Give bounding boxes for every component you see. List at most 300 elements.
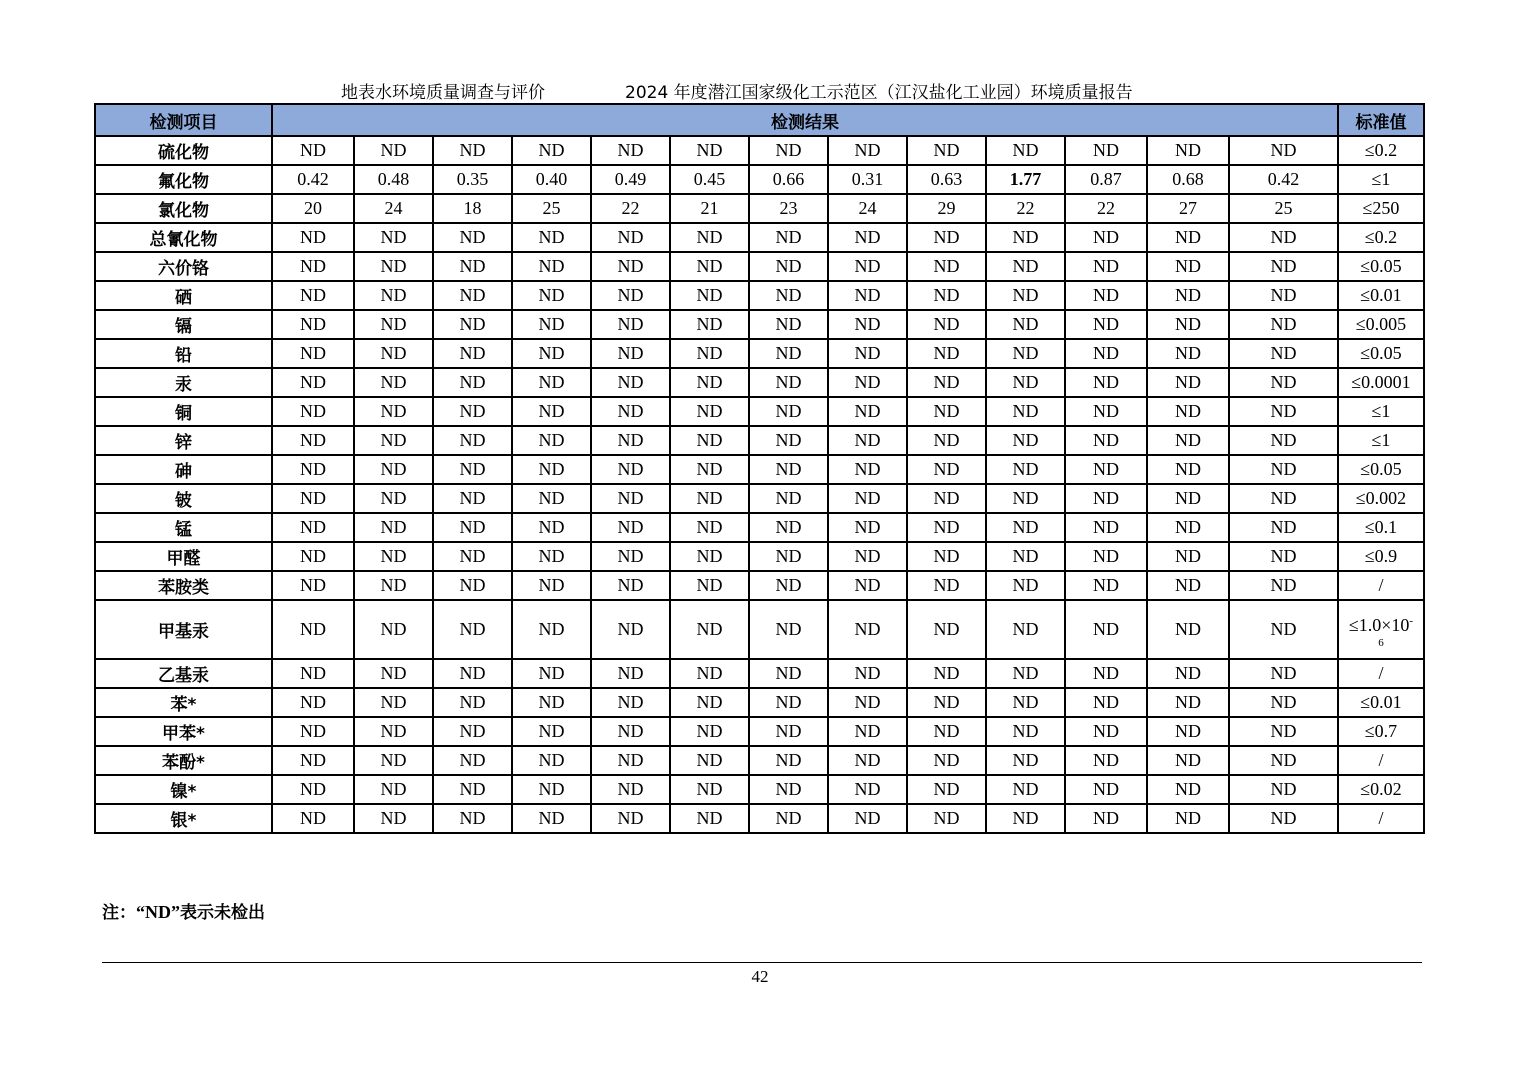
standard-cell: ≤0.01 [1338, 281, 1424, 310]
result-cell: ND [1147, 484, 1229, 513]
result-cell: ND [749, 223, 828, 252]
result-cell: ND [272, 775, 354, 804]
result-cell: ND [1065, 455, 1147, 484]
result-cell: ND [907, 368, 986, 397]
result-cell: ND [828, 339, 907, 368]
item-name-cell: 乙基汞 [95, 659, 272, 688]
result-cell: ND [670, 136, 749, 165]
result-cell: ND [433, 368, 512, 397]
result-cell: ND [512, 397, 591, 426]
result-cell: ND [986, 281, 1065, 310]
result-cell: ND [354, 368, 433, 397]
result-cell: ND [512, 542, 591, 571]
result-cell: ND [749, 281, 828, 310]
result-cell: ND [433, 484, 512, 513]
result-cell: ND [433, 659, 512, 688]
result-cell: ND [828, 746, 907, 775]
result-cell: ND [1065, 746, 1147, 775]
result-cell: ND [1065, 339, 1147, 368]
standard-cell: ≤0.005 [1338, 310, 1424, 339]
result-cell: ND [433, 688, 512, 717]
result-cell: ND [272, 484, 354, 513]
result-cell: ND [512, 600, 591, 659]
result-cell: ND [749, 513, 828, 542]
result-cell: ND [907, 455, 986, 484]
result-cell: ND [907, 746, 986, 775]
result-cell: ND [1229, 542, 1338, 571]
result-cell: ND [828, 513, 907, 542]
item-name-cell: 铜 [95, 397, 272, 426]
result-cell: ND [272, 746, 354, 775]
result-cell: ND [512, 455, 591, 484]
standard-sci-value [1349, 609, 1413, 649]
result-cell: ND [907, 339, 986, 368]
table-row [95, 397, 1424, 426]
result-cell: ND [1147, 513, 1229, 542]
result-cell: ND [907, 659, 986, 688]
result-cell: ND [1147, 542, 1229, 571]
result-cell: ND [828, 455, 907, 484]
result-cell: ND [907, 252, 986, 281]
result-cell: ND [272, 310, 354, 339]
result-cell: ND [272, 513, 354, 542]
result-cell: 29 [907, 194, 986, 223]
standard-cell: ≤0.2 [1338, 223, 1424, 252]
result-cell: ND [512, 775, 591, 804]
result-cell: ND [670, 659, 749, 688]
result-cell: 0.40 [512, 165, 591, 194]
item-name-cell: 砷 [95, 455, 272, 484]
result-cell: ND [670, 717, 749, 746]
result-cell: ND [986, 513, 1065, 542]
result-cell: ND [986, 688, 1065, 717]
result-cell: ND [986, 136, 1065, 165]
result-cell: ND [512, 484, 591, 513]
result-cell: ND [512, 252, 591, 281]
result-cell: ND [1147, 600, 1229, 659]
result-cell: 22 [1065, 194, 1147, 223]
result-cell: ND [670, 571, 749, 600]
result-cell: ND [1229, 223, 1338, 252]
table-row [95, 252, 1424, 281]
result-cell: ND [433, 717, 512, 746]
result-cell: ND [1229, 659, 1338, 688]
result-cell: 18 [433, 194, 512, 223]
result-cell: ND [1065, 223, 1147, 252]
result-cell: ND [433, 397, 512, 426]
result-cell: ND [512, 688, 591, 717]
item-name-cell: 锌 [95, 426, 272, 455]
result-cell: ND [986, 397, 1065, 426]
standard-cell: ≤0.05 [1338, 455, 1424, 484]
result-cell: ND [1147, 368, 1229, 397]
result-cell: ND [433, 339, 512, 368]
table-row [95, 165, 1424, 194]
result-cell: ND [354, 571, 433, 600]
result-cell: ND [1147, 455, 1229, 484]
item-name-cell: 氯化物 [95, 194, 272, 223]
result-cell: ND [907, 426, 986, 455]
result-cell: ND [354, 339, 433, 368]
result-cell: ND [828, 252, 907, 281]
standard-mantissa: ≤1.0×10 [1348, 614, 1410, 635]
result-cell: ND [591, 455, 670, 484]
result-cell: ND [433, 136, 512, 165]
table-row [95, 542, 1424, 571]
result-cell: ND [512, 368, 591, 397]
standard-cell: ≤0.05 [1338, 252, 1424, 281]
result-cell: ND [1065, 513, 1147, 542]
table-row [95, 281, 1424, 310]
result-cell: ND [433, 571, 512, 600]
result-cell: ND [591, 426, 670, 455]
result-cell: ND [828, 136, 907, 165]
result-cell: ND [354, 542, 433, 571]
result-cell: ND [907, 600, 986, 659]
result-cell: 27 [1147, 194, 1229, 223]
result-cell: ND [749, 252, 828, 281]
result-cell: ND [1229, 252, 1338, 281]
result-cell: ND [749, 804, 828, 833]
result-cell: ND [828, 484, 907, 513]
result-cell: ND [272, 542, 354, 571]
result-cell: ND [272, 600, 354, 659]
result-cell: ND [591, 571, 670, 600]
result-cell: ND [749, 484, 828, 513]
result-cell: ND [1147, 339, 1229, 368]
result-cell: ND [907, 775, 986, 804]
result-cell: ND [828, 310, 907, 339]
result-cell: ND [272, 426, 354, 455]
result-cell: ND [1065, 252, 1147, 281]
result-cell: ND [591, 397, 670, 426]
result-cell: ND [1229, 339, 1338, 368]
result-cell: ND [512, 717, 591, 746]
result-cell: ND [591, 804, 670, 833]
result-cell: ND [1229, 600, 1338, 659]
result-cell: ND [1065, 310, 1147, 339]
result-cell: ND [907, 571, 986, 600]
result-cell: 0.63 [907, 165, 986, 194]
result-cell: ND [749, 426, 828, 455]
result-cell: ND [828, 804, 907, 833]
result-cell: ND [512, 659, 591, 688]
result-cell: ND [907, 804, 986, 833]
result-cell: ND [749, 136, 828, 165]
result-cell: ND [433, 455, 512, 484]
result-cell: ND [433, 252, 512, 281]
result-cell: ND [591, 600, 670, 659]
result-cell: ND [1065, 717, 1147, 746]
result-cell: ND [591, 717, 670, 746]
result-cell: 0.87 [1065, 165, 1147, 194]
item-name-cell: 甲基汞 [95, 600, 272, 659]
standard-cell [1338, 600, 1424, 659]
result-cell: ND [354, 397, 433, 426]
standard-cell: ≤1 [1338, 165, 1424, 194]
result-cell: 0.42 [272, 165, 354, 194]
result-cell: ND [354, 775, 433, 804]
result-cell: ND [512, 804, 591, 833]
standard-cell: / [1338, 746, 1424, 775]
result-cell: ND [749, 775, 828, 804]
result-cell: ND [670, 513, 749, 542]
standard-cell: ≤0.1 [1338, 513, 1424, 542]
result-cell: ND [986, 717, 1065, 746]
result-cell: ND [433, 513, 512, 542]
result-cell: ND [670, 339, 749, 368]
result-cell: ND [670, 397, 749, 426]
result-cell: ND [1229, 775, 1338, 804]
table-header-row [95, 104, 1424, 136]
result-cell: ND [433, 542, 512, 571]
item-name-cell: 硫化物 [95, 136, 272, 165]
result-cell: ND [272, 804, 354, 833]
item-name-cell: 锰 [95, 513, 272, 542]
table-row [95, 571, 1424, 600]
result-cell: ND [1229, 455, 1338, 484]
result-cell: ND [354, 600, 433, 659]
result-cell: ND [1147, 571, 1229, 600]
result-cell: ND [354, 310, 433, 339]
result-cell: ND [272, 455, 354, 484]
table-row [95, 136, 1424, 165]
result-cell: ND [354, 136, 433, 165]
result-cell: ND [828, 717, 907, 746]
result-cell: ND [986, 339, 1065, 368]
result-cell: ND [591, 746, 670, 775]
page-number: 42 [751, 967, 769, 986]
result-cell: ND [591, 542, 670, 571]
item-name-cell: 苯胺类 [95, 571, 272, 600]
result-cell: ND [986, 426, 1065, 455]
result-cell: ND [907, 484, 986, 513]
standard-cell: ≤0.9 [1338, 542, 1424, 571]
result-cell: ND [749, 397, 828, 426]
result-cell: ND [670, 252, 749, 281]
result-cell: ND [749, 659, 828, 688]
result-cell: ND [907, 310, 986, 339]
result-cell: ND [907, 542, 986, 571]
result-cell: 0.45 [670, 165, 749, 194]
result-cell: ND [828, 223, 907, 252]
result-cell: ND [670, 368, 749, 397]
result-cell: ND [1065, 397, 1147, 426]
standard-cell: ≤0.002 [1338, 484, 1424, 513]
result-cell: ND [1229, 746, 1338, 775]
table-row [95, 368, 1424, 397]
result-cell: ND [986, 223, 1065, 252]
result-cell: ND [828, 426, 907, 455]
result-cell: ND [670, 223, 749, 252]
result-cell: ND [1229, 426, 1338, 455]
standard-cell: ≤250 [1338, 194, 1424, 223]
result-cell: ND [272, 688, 354, 717]
result-cell: ND [512, 426, 591, 455]
result-cell: 0.49 [591, 165, 670, 194]
result-cell: ND [272, 571, 354, 600]
result-cell: ND [670, 310, 749, 339]
result-cell: ND [512, 281, 591, 310]
result-cell: ND [670, 484, 749, 513]
result-cell: ND [1229, 397, 1338, 426]
result-cell: ND [828, 688, 907, 717]
note-prefix: 注： [102, 903, 136, 923]
result-cell: ND [591, 281, 670, 310]
result-cell: ND [433, 223, 512, 252]
note-quoted: “ND” [136, 902, 180, 922]
result-cell: 21 [670, 194, 749, 223]
result-cell: ND [828, 397, 907, 426]
standard-exponent: 6 [1378, 636, 1384, 649]
item-name-cell: 六价铬 [95, 252, 272, 281]
result-cell: 25 [1229, 194, 1338, 223]
result-cell: ND [828, 775, 907, 804]
result-cell: ND [1229, 136, 1338, 165]
result-cell: ND [986, 542, 1065, 571]
result-cell: ND [512, 136, 591, 165]
result-cell: ND [354, 455, 433, 484]
result-cell: ND [907, 223, 986, 252]
standard-cell: ≤0.7 [1338, 717, 1424, 746]
result-cell: ND [907, 688, 986, 717]
result-cell: ND [670, 281, 749, 310]
result-cell: ND [272, 136, 354, 165]
result-cell: ND [433, 426, 512, 455]
result-cell: ND [272, 223, 354, 252]
result-cell: ND [1147, 717, 1229, 746]
result-cell: ND [907, 717, 986, 746]
result-cell: ND [1147, 688, 1229, 717]
result-cell: ND [354, 252, 433, 281]
result-cell: ND [591, 136, 670, 165]
result-cell: ND [670, 804, 749, 833]
item-name-cell: 总氰化物 [95, 223, 272, 252]
item-name-cell: 甲苯* [95, 717, 272, 746]
table-row [95, 659, 1424, 688]
result-cell: ND [1065, 659, 1147, 688]
standard-cell: ≤1 [1338, 397, 1424, 426]
table-row [95, 484, 1424, 513]
standard-cell: / [1338, 659, 1424, 688]
header-section-title: 地表水环境质量调查与评价 [341, 83, 545, 103]
standard-cell: ≤0.0001 [1338, 368, 1424, 397]
standard-exponent-sign: - [1409, 614, 1414, 627]
result-cell: ND [1147, 397, 1229, 426]
result-cell: ND [828, 659, 907, 688]
result-cell: ND [433, 746, 512, 775]
result-cell: ND [828, 368, 907, 397]
result-cell: ND [1065, 426, 1147, 455]
result-cell: ND [749, 310, 828, 339]
result-cell: ND [1229, 368, 1338, 397]
result-cell: ND [1147, 659, 1229, 688]
result-cell: ND [828, 542, 907, 571]
footer-rule [102, 962, 1422, 963]
item-name-cell: 汞 [95, 368, 272, 397]
result-cell: ND [749, 368, 828, 397]
standard-cell: ≤0.01 [1338, 688, 1424, 717]
header-item: 检测项目 [95, 104, 272, 136]
result-cell: ND [749, 746, 828, 775]
header-results: 检测结果 [272, 104, 1338, 136]
result-cell: ND [591, 310, 670, 339]
result-cell: ND [986, 775, 1065, 804]
result-cell: ND [433, 775, 512, 804]
table-body [95, 136, 1424, 833]
result-cell: 0.66 [749, 165, 828, 194]
result-cell: ND [512, 746, 591, 775]
result-cell: ND [1065, 688, 1147, 717]
result-cell: ND [354, 804, 433, 833]
result-cell: ND [986, 310, 1065, 339]
result-cell: ND [1229, 484, 1338, 513]
result-cell: ND [272, 717, 354, 746]
result-cell: ND [1065, 571, 1147, 600]
table-row [95, 426, 1424, 455]
result-cell: 0.48 [354, 165, 433, 194]
result-cell: ND [749, 600, 828, 659]
note-suffix: 表示未检出 [180, 903, 265, 923]
result-cell: ND [1147, 281, 1229, 310]
table-row [95, 717, 1424, 746]
item-name-cell: 铅 [95, 339, 272, 368]
result-cell: ND [591, 368, 670, 397]
result-cell: ND [986, 659, 1065, 688]
result-cell: ND [749, 455, 828, 484]
table-row [95, 194, 1424, 223]
result-cell: ND [1229, 310, 1338, 339]
result-cell: ND [354, 688, 433, 717]
table-row [95, 804, 1424, 833]
result-cell: ND [433, 804, 512, 833]
result-cell: ND [986, 252, 1065, 281]
result-cell: ND [1147, 746, 1229, 775]
result-cell: ND [670, 542, 749, 571]
result-cell: ND [749, 571, 828, 600]
result-cell: ND [907, 281, 986, 310]
table-row [95, 688, 1424, 717]
result-cell: ND [986, 804, 1065, 833]
result-cell: ND [354, 659, 433, 688]
result-cell: ND [986, 368, 1065, 397]
item-name-cell: 硒 [95, 281, 272, 310]
result-cell: ND [749, 542, 828, 571]
result-cell: ND [986, 455, 1065, 484]
table-row [95, 310, 1424, 339]
item-name-cell: 氟化物 [95, 165, 272, 194]
result-cell: ND [512, 513, 591, 542]
result-cell: ND [512, 571, 591, 600]
item-name-cell: 苯酚* [95, 746, 272, 775]
result-cell: ND [512, 310, 591, 339]
result-cell: ND [354, 717, 433, 746]
standard-cell: ≤0.05 [1338, 339, 1424, 368]
result-cell: ND [670, 688, 749, 717]
result-cell: ND [1147, 223, 1229, 252]
result-cell: ND [670, 426, 749, 455]
result-cell: 0.42 [1229, 165, 1338, 194]
standard-cell: ≤1 [1338, 426, 1424, 455]
result-cell: ND [1065, 484, 1147, 513]
item-name-cell: 苯* [95, 688, 272, 717]
result-cell: ND [591, 339, 670, 368]
result-cell: ND [1147, 310, 1229, 339]
result-cell: ND [354, 746, 433, 775]
item-name-cell: 镍* [95, 775, 272, 804]
result-cell: ND [272, 397, 354, 426]
result-cell: ND [591, 252, 670, 281]
